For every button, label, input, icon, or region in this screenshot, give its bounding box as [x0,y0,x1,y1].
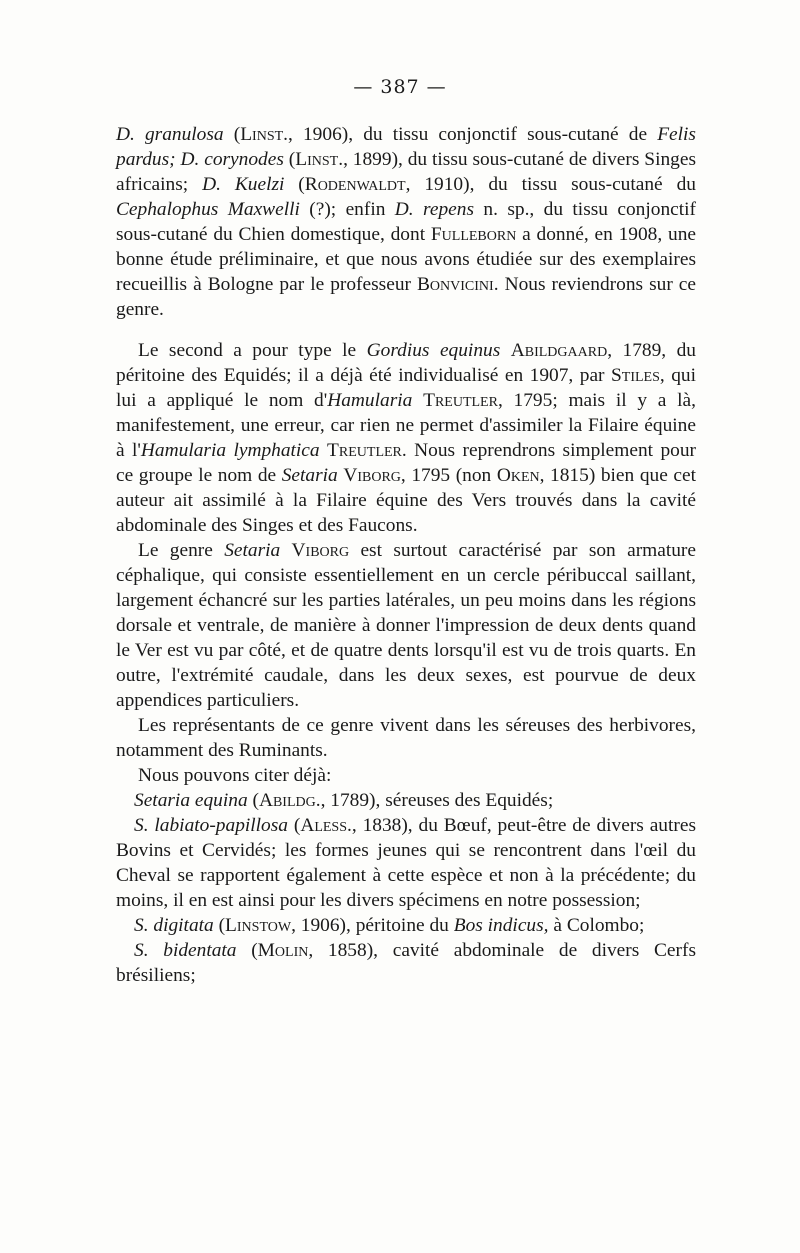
text-run: , 1795; mais il y a là, manifestement, une erreur, car rien ne permet d'assimiler la Filaire équine à l' [116,390,696,461]
author-name: Treutler [423,390,498,411]
paragraph [116,713,696,763]
text-run: ( [247,790,259,811]
italic-run: S. labiato-papillosa [134,815,288,836]
text-run: n. sp., du tissu conjonctif sous-cutané du Chien domestique, dont [116,199,696,245]
page-number: — 387 — [353,76,447,98]
text-run: ( [223,124,241,145]
author-name: Linst. [240,124,289,145]
author-name: Molin [257,940,309,961]
italic-run: D. repens [394,199,475,220]
text-run: a donné, en 1908, une bonne étude préliminaire, et que nous avons étudiée sur des exemplaires recueillis à Bologne par le professeur [116,224,697,295]
text-run: Nous pouvons citer déjà: [138,765,332,786]
text-run: , 1858), cavité abdominale de divers Cerfs brésiliens; [116,940,696,986]
italic-run: D. Kuelzi [202,174,285,195]
text-run: Le second a pour type le [138,340,367,361]
text-run: Le genre [138,540,225,561]
species-entry [116,813,696,913]
text-run: , 1899), du tissu sous-cutané de divers Singes africains; [116,149,696,195]
text-run: , 1795 (non [400,465,497,486]
text-run [320,440,327,461]
text-run [412,390,423,411]
text-run: ( [288,815,301,836]
text-run: ( [284,174,305,195]
text-run: , 1838), du Bœuf, peut-être de divers autres Bovins et Cervidés; les formes jeunes qui se rencontrent dans l'œil du Cheval se rapportent également à cette espèce et non à la précédente; du moins, il en est ainsi pour les divers spécimens en notre possession; [116,815,697,911]
species-entry [116,938,696,988]
italic-run: Hamularia [327,390,413,411]
text-run: ( [283,149,296,170]
italic-run: Hamularia lymphatica [140,440,320,461]
author-name: Oken [496,465,540,486]
italic-run: Cephalophus Maxwelli [116,199,300,220]
author-name: Stiles [611,365,660,386]
italic-run: Felis pardus; D. corynodes [116,124,696,170]
text-run: à Colombo; [548,915,645,936]
text-run: , 1815) bien que cet auteur ait assimilé à la Filaire équine des Vers trouvés dans la cavité abdominale des Singes et des Faucons. [116,465,696,536]
author-name: Aless. [300,815,352,836]
text-run [500,340,510,361]
text-run: , 1906), du tissu conjonctif sous-cutané de [288,124,658,145]
author-name: Linst. [295,149,344,170]
author-name: Viborg [343,465,401,486]
text-run: ( [236,940,258,961]
text-block-top [116,122,696,322]
paragraph [116,122,696,322]
italic-run: Setaria [281,465,338,486]
author-name: Abildg. [258,790,321,811]
italic-run: Bos indicus, [453,915,549,936]
italic-run: S. digitata [134,915,214,936]
italic-run: Gordius equinus [366,340,501,361]
text-run [280,540,291,561]
species-entry [116,913,696,938]
italic-run: D. granulosa [116,124,224,145]
text-run: (?); enfin [299,199,395,220]
paragraph [116,538,696,713]
author-name: Bonvicini [417,274,494,295]
text-run: Les représentants de ce genre vivent dans les séreuses des herbivores, notamment des Ruminants. [116,715,696,761]
italic-run: S. bidentata [134,940,237,961]
text-run: , 1910), du tissu sous-cutané du [405,174,696,195]
text-run: , 1789), séreuses des Equidés; [320,790,554,811]
species-entry [116,788,696,813]
text-run: . Nous reviendrons sur ce genre. [116,274,696,320]
text-run: ( [213,915,226,936]
text-run: , 1789, du péritoine des Equidés; il a déjà été individualisé en 1907, par [116,340,696,386]
text-run: . Nous reprendrons simplement pour ce groupe le nom de [116,440,696,486]
text-block-main [116,338,696,988]
paragraph [116,763,696,788]
text-run: est surtout caractérisé par son armature céphalique, qui consiste essentiellement en un cercle péribuccal saillant, largement échancré sur les parties latérales, un peu moins dans les régions dorsale et ventrale, de manière à donner l'impression de deux dents quand le Ver est vu par côté, et de quatre dents lorsqu'il est vu de trois quarts. En outre, l'extrémité caudale, dans les deux sexes, est pourvue de deux appendices particuliers. [116,540,696,711]
text-run: , 1906), péritoine du [291,915,454,936]
author-name: Linstow [225,915,292,936]
italic-run: Setaria [224,540,281,561]
text-run: , qui lui a appliqué le nom d' [116,365,696,411]
author-name: Abildgaard [510,340,608,361]
author-name: Viborg [291,540,350,561]
italic-run: Setaria equina [134,790,248,811]
paragraph [116,338,696,538]
author-name: Fulleborn [430,224,517,245]
author-name: Treutler [327,440,402,461]
author-name: Rodenwaldt [304,174,406,195]
